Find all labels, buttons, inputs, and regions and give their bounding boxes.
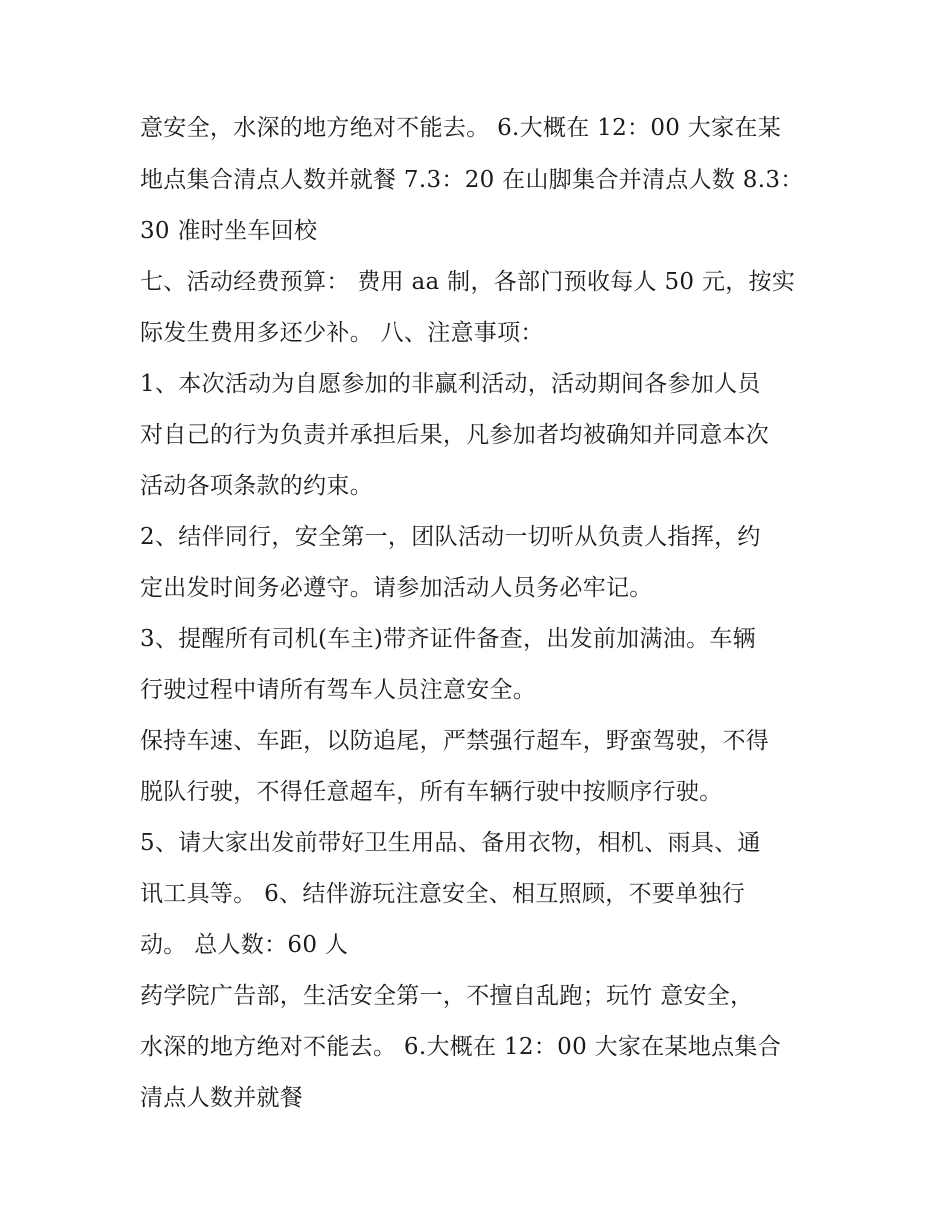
- text-line: 1、本次活动为自愿参加的非赢利活动，活动期间各参加人员: [140, 371, 761, 397]
- text-line: 药学院广告部，生活安全第一，不擅自乱跑；玩竹 意安全，: [140, 983, 754, 1009]
- text-line: 地点集合清点人数并就餐 7.3：20 在山脚集合并清点人数 8.3：: [140, 167, 804, 193]
- text-line: 脱队行驶，不得任意超车，所有车辆行驶中按顺序行驶。: [140, 779, 723, 805]
- text-line: 际发生费用多还少补。 八、注意事项：: [140, 320, 544, 346]
- text-line: 水深的地方绝对不能去。 6.大概在 12：00 大家在某地点集合: [140, 1034, 782, 1060]
- text-line: 3、提醒所有司机(车主)带齐证件备查，出发前加满油。车辆: [140, 626, 756, 652]
- text-line: 讯工具等。 6、结伴游玩注意安全、相互照顾，不要单独行: [140, 881, 746, 907]
- text-line: 5、请大家出发前带好卫生用品、备用衣物，相机、雨具、通: [140, 830, 761, 856]
- text-line: 七、活动经费预算： 费用 aa 制，各部门预收每人 50 元，按实: [140, 269, 796, 295]
- text-line: 对自己的行为负责并承担后果，凡参加者均被确知并同意本次: [140, 422, 770, 448]
- text-line: 行驶过程中请所有驾车人员注意安全。: [140, 677, 537, 703]
- text-line: 定出发时间务必遵守。请参加活动人员务必牢记。: [140, 575, 653, 601]
- text-line: 保持车速、车距，以防追尾，严禁强行超车，野蛮驾驶，不得: [140, 728, 770, 754]
- text-line: 意安全，水深的地方绝对不能去。 6.大概在 12：00 大家在某: [140, 115, 782, 141]
- text-line: 动。 总人数：60 人: [140, 932, 349, 958]
- text-line: 活动各项条款的约束。: [140, 473, 373, 499]
- text-line: 30 准时坐车回校: [140, 218, 318, 244]
- text-line: 2、结伴同行，安全第一，团队活动一切听从负责人指挥，约: [140, 524, 761, 550]
- text-line: 清点人数并就餐: [140, 1085, 304, 1111]
